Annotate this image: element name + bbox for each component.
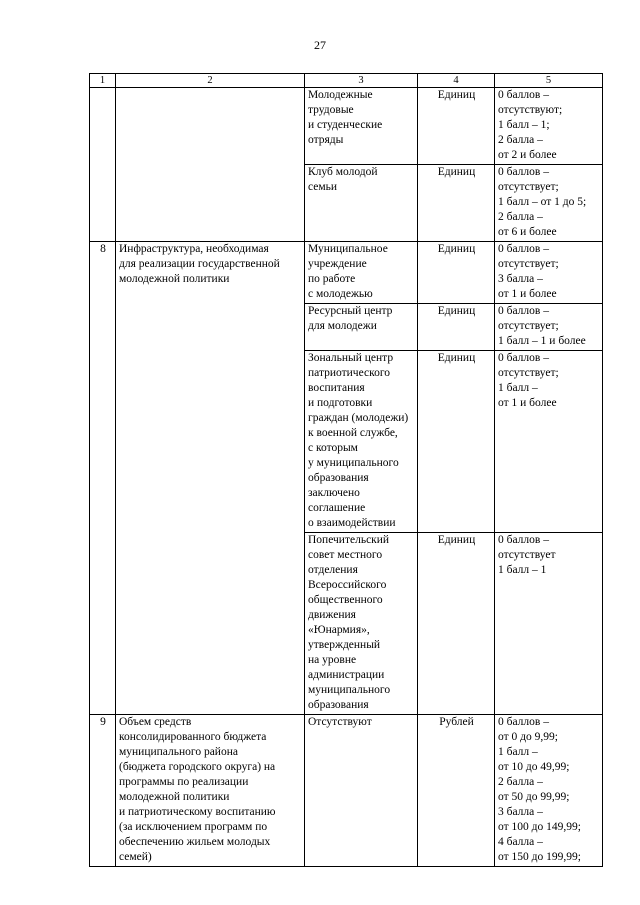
score-criteria: 0 баллов – отсутствует; 1 балл – 1 и более <box>495 304 603 351</box>
column-header: 5 <box>495 74 603 88</box>
table-row <box>90 88 603 165</box>
unit-of-measure: Единиц <box>418 351 495 533</box>
sub-indicator-name: Ресурсный центр для молодежи <box>305 304 418 351</box>
table-row <box>90 242 603 304</box>
score-criteria: 0 баллов – отсутствует; 3 балла – от 1 и более <box>495 242 603 304</box>
column-header: 1 <box>90 74 116 88</box>
unit-of-measure: Единиц <box>418 165 495 242</box>
sub-indicator-name: Зональный центр патриотического воспитания и подготовки граждан (молодежи) к военной службе, с которым у муниципального образования заключено соглашение о взаимодействии <box>305 351 418 533</box>
indicator-name <box>116 88 305 242</box>
indicator-name: Объем средств консолидированного бюджета муниципального района (бюджета городского округа) на программы по реализации молодежной политики и патриотическому воспитанию (за исключением программ по обеспечению жильем молодых семей) <box>116 715 305 867</box>
unit-of-measure: Единиц <box>418 533 495 715</box>
score-criteria: 0 баллов – отсутствует 1 балл – 1 <box>495 533 603 715</box>
score-criteria: 0 баллов – отсутствует; 1 балл – от 1 и более <box>495 351 603 533</box>
sub-indicator-name: Муниципальное учреждение по работе с молодежью <box>305 242 418 304</box>
unit-of-measure: Единиц <box>418 88 495 165</box>
row-number: 8 <box>90 242 116 715</box>
column-header: 2 <box>116 74 305 88</box>
column-header: 3 <box>305 74 418 88</box>
row-number <box>90 88 116 242</box>
sub-indicator-name: Молодежные трудовые и студенческие отряды <box>305 88 418 165</box>
score-criteria: 0 баллов – отсутствуют; 1 балл – 1; 2 балла – от 2 и более <box>495 88 603 165</box>
page-number: 27 <box>314 38 326 52</box>
criteria-table <box>89 73 603 867</box>
sub-indicator-name: Клуб молодой семьи <box>305 165 418 242</box>
row-number: 9 <box>90 715 116 867</box>
sub-indicator-name: Попечительский совет местного отделения Всероссийского общественного движения «Юнармия», утвержденный на уровне администрации муниципального образования <box>305 533 418 715</box>
column-header: 4 <box>418 74 495 88</box>
score-criteria: 0 баллов – от 0 до 9,99; 1 балл – от 10 до 49,99; 2 балла – от 50 до 99,99; 3 балла – от 100 до 149,99; 4 балла – от 150 до 199,99; <box>495 715 603 867</box>
unit-of-measure: Единиц <box>418 242 495 304</box>
indicator-name: Инфраструктура, необходимая для реализации государственной молодежной политики <box>116 242 305 715</box>
table-header-row <box>90 74 603 88</box>
unit-of-measure: Рублей <box>418 715 495 867</box>
table-row <box>90 715 603 867</box>
unit-of-measure: Единиц <box>418 304 495 351</box>
sub-indicator-name: Отсутствуют <box>305 715 418 867</box>
score-criteria: 0 баллов – отсутствует; 1 балл – от 1 до 5; 2 балла – от 6 и более <box>495 165 603 242</box>
